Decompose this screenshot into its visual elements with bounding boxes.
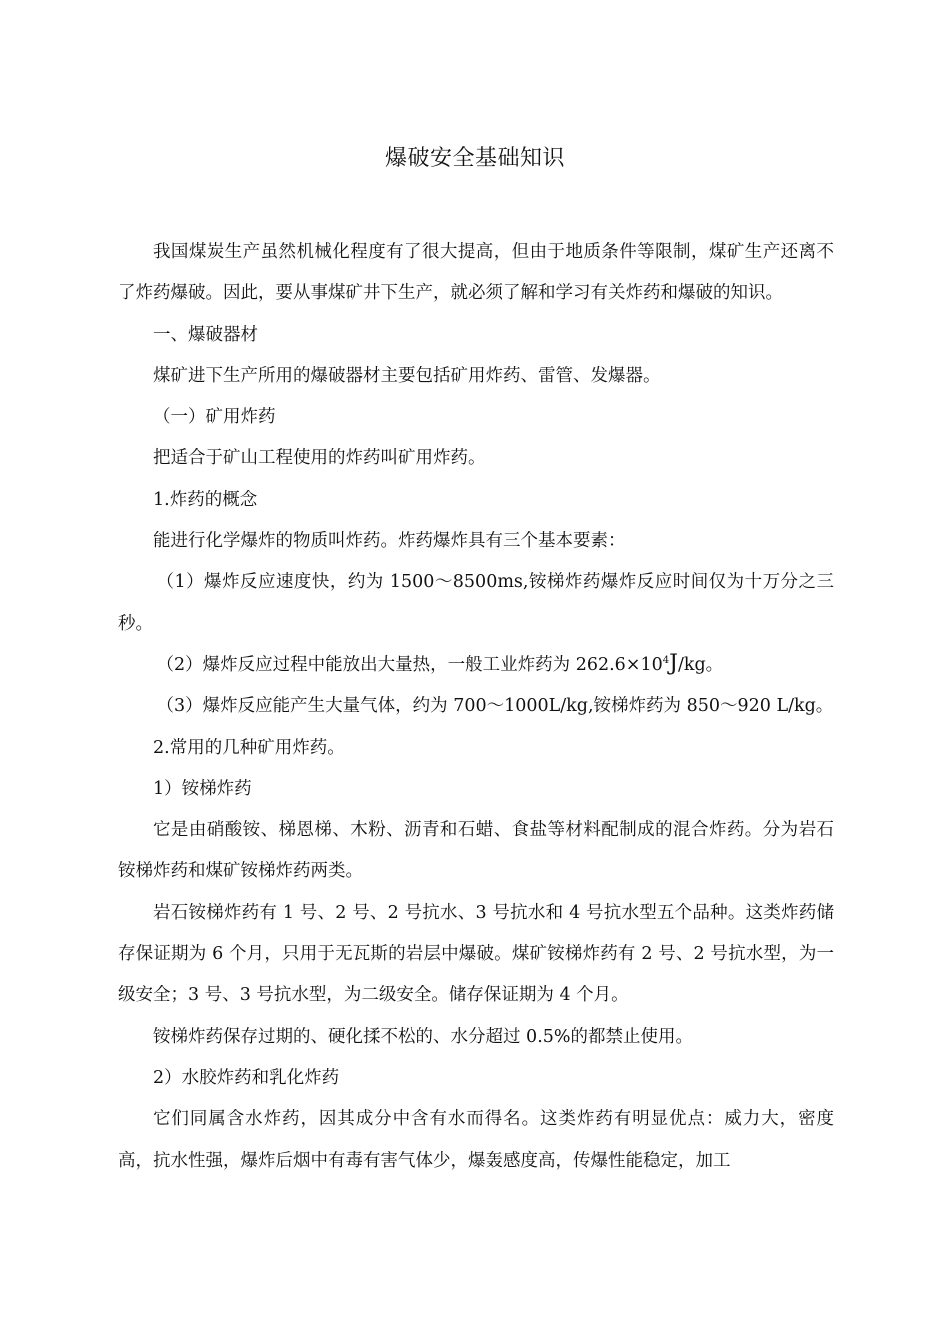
list-item-heat-release <box>118 645 834 686</box>
paragraph-mining-explosive: 把适合于矿山工程使用的炸药叫矿用炸药。 <box>153 448 486 469</box>
heading-explosive-concept: 1.炸药的概念 <box>153 489 258 510</box>
heat-release-exponent: 4 <box>662 654 670 666</box>
heat-release-unit-rest: /kg。 <box>677 654 724 675</box>
heat-release-text: （2）爆炸反应过程中能放出大量热，一般工业炸药为 262.6×10 <box>156 654 663 675</box>
document-title: 爆破安全基础知识 <box>384 146 565 171</box>
paragraph-ammonium-tnt-composition: 它是由硝酸铵、梯恩梯、木粉、沥青和石蜡、食盐等材料配制成的混合炸药。分为岩石铵梯炸药和煤矿铵梯炸药两类。 <box>118 820 834 882</box>
heat-release-unit-j: J <box>669 650 678 676</box>
paragraph-ammonium-tnt-types: 岩石铵梯炸药有 1 号、2 号、2 号抗水、3 号抗水和 4 号抗水型五个品种。这类炸药储存保证期为 6 个月，只用于无瓦斯的岩层中爆破。煤矿铵梯炸药有 2 号、2 号抗水型，为一级安全；3 号、3 号抗水型，为二级安全。储存保证期为 4 个月。 <box>118 902 834 1006</box>
document-body <box>118 232 834 1182</box>
paragraph-intro: 我国煤炭生产虽然机械化程度有了很大提高，但由于地质条件等限制，煤矿生产还离不了炸药爆破。因此，要从事煤矿井下生产，就必须了解和学习有关炸药和爆破的知识。 <box>118 242 834 304</box>
heading-common-explosives: 2.常用的几种矿用炸药。 <box>153 737 345 758</box>
heading-ammonium-tnt: 1）铵梯炸药 <box>153 778 252 799</box>
paragraph-ammonium-tnt-prohibition: 铵梯炸药保存过期的、硬化揉不松的、水分超过 0.5%的都禁止使用。 <box>153 1026 694 1047</box>
paragraph-water-gel-emulsion: 它们同属含水炸药，因其成分中含有水而得名。这类炸药有明显优点：威力大，密度高，抗水性强，爆炸后烟中有毒有害气体少，爆轰感度高，传爆性能稳定，加工 <box>118 1109 834 1171</box>
heading-section-1: 一、爆破器材 <box>153 324 258 345</box>
heading-water-gel-emulsion: 2）水胶炸药和乳化炸药 <box>153 1067 340 1088</box>
heading-subsection-1: （一）矿用炸药 <box>153 407 276 428</box>
list-item-reaction-speed: （1）爆炸反应速度快，约为 1500～8500ms,铵梯炸药爆炸反应时间仅为十万分之三秒。 <box>118 572 834 634</box>
paragraph-explosive-definition: 能进行化学爆炸的物质叫炸药。炸药爆炸具有三个基本要素： <box>153 531 626 552</box>
paragraph-equipment: 煤矿进下生产所用的爆破器材主要包括矿用炸药、雷管、发爆器。 <box>153 365 661 386</box>
list-item-gas-volume: （3）爆炸反应能产生大量气体，约为 700～1000L/kg,铵梯炸药为 850～920 L/kg。 <box>156 696 834 717</box>
